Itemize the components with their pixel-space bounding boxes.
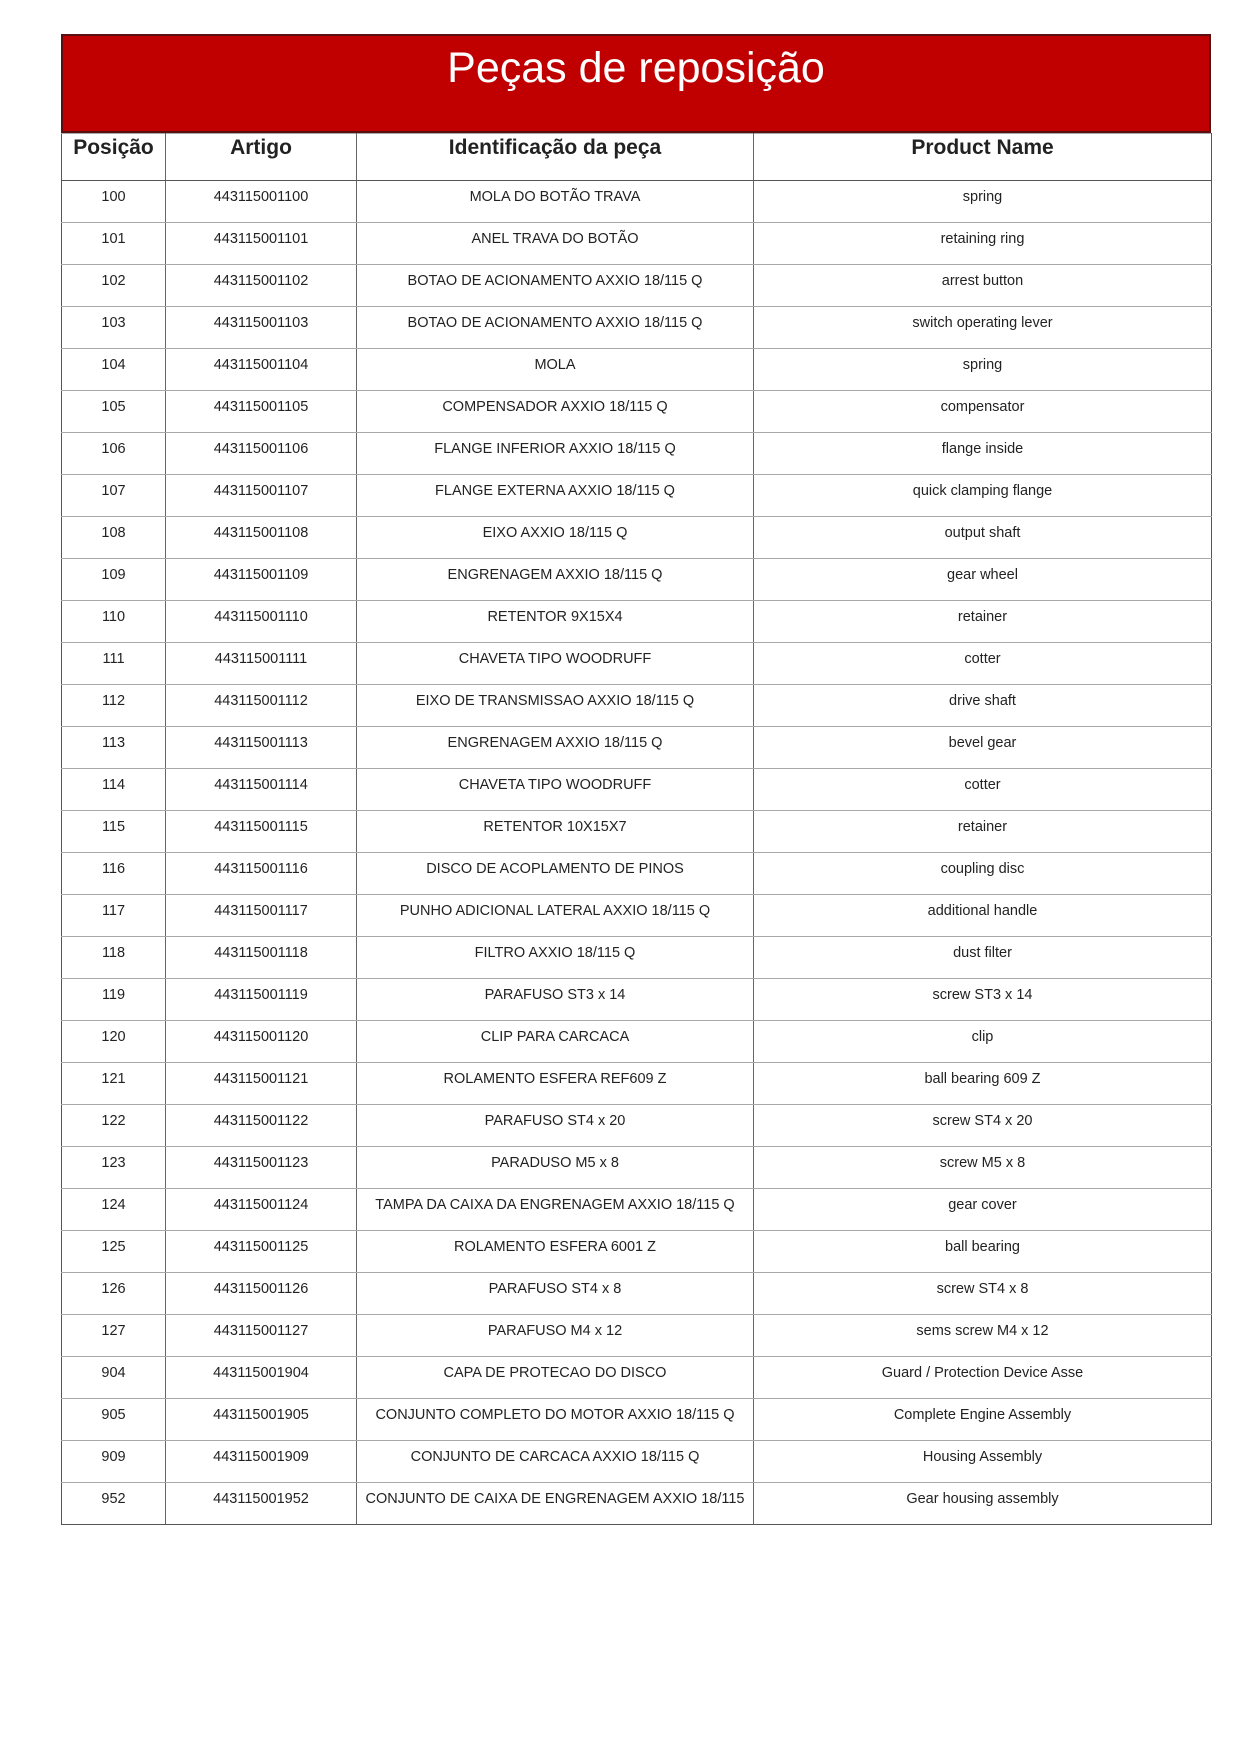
cell-artigo: 443115001118 xyxy=(166,937,357,979)
cell-identificacao: CONJUNTO DE CARCACA AXXIO 18/115 Q xyxy=(357,1441,754,1483)
cell-product-name: gear cover xyxy=(754,1189,1212,1231)
cell-identificacao: CHAVETA TIPO WOODRUFF xyxy=(357,769,754,811)
cell-identificacao: EIXO DE TRANSMISSAO AXXIO 18/115 Q xyxy=(357,685,754,727)
cell-posicao: 103 xyxy=(62,307,166,349)
table-row xyxy=(62,559,1212,601)
table-row xyxy=(62,1189,1212,1231)
cell-posicao: 110 xyxy=(62,601,166,643)
table-row xyxy=(62,475,1212,517)
cell-posicao: 127 xyxy=(62,1315,166,1357)
cell-artigo: 443115001102 xyxy=(166,265,357,307)
column-header-posicao: Posição xyxy=(62,134,166,181)
cell-identificacao: CONJUNTO COMPLETO DO MOTOR AXXIO 18/115 Q xyxy=(357,1399,754,1441)
table-row xyxy=(62,181,1212,223)
table-row xyxy=(62,937,1212,979)
cell-product-name: spring xyxy=(754,181,1212,223)
cell-product-name: dust filter xyxy=(754,937,1212,979)
cell-posicao: 101 xyxy=(62,223,166,265)
table-row xyxy=(62,223,1212,265)
cell-identificacao: EIXO AXXIO 18/115 Q xyxy=(357,517,754,559)
cell-identificacao: ENGRENAGEM AXXIO 18/115 Q xyxy=(357,727,754,769)
cell-identificacao: ROLAMENTO ESFERA REF609 Z xyxy=(357,1063,754,1105)
cell-posicao: 117 xyxy=(62,895,166,937)
table-row xyxy=(62,1147,1212,1189)
cell-identificacao: CONJUNTO DE CAIXA DE ENGRENAGEM AXXIO 18/115 xyxy=(357,1483,754,1525)
table-row xyxy=(62,1063,1212,1105)
cell-product-name: clip xyxy=(754,1021,1212,1063)
cell-posicao: 114 xyxy=(62,769,166,811)
cell-artigo: 443115001115 xyxy=(166,811,357,853)
cell-artigo: 443115001123 xyxy=(166,1147,357,1189)
cell-posicao: 909 xyxy=(62,1441,166,1483)
parts-table-body xyxy=(62,181,1212,1525)
cell-artigo: 443115001904 xyxy=(166,1357,357,1399)
spare-parts-sheet xyxy=(61,34,1211,1525)
cell-product-name: spring xyxy=(754,349,1212,391)
table-row xyxy=(62,853,1212,895)
cell-artigo: 443115001106 xyxy=(166,433,357,475)
cell-identificacao: ANEL TRAVA DO BOTÃO xyxy=(357,223,754,265)
cell-artigo: 443115001107 xyxy=(166,475,357,517)
cell-artigo: 443115001111 xyxy=(166,643,357,685)
cell-identificacao: RETENTOR 9X15X4 xyxy=(357,601,754,643)
cell-product-name: ball bearing xyxy=(754,1231,1212,1273)
table-row xyxy=(62,265,1212,307)
cell-product-name: quick clamping flange xyxy=(754,475,1212,517)
cell-posicao: 119 xyxy=(62,979,166,1021)
cell-product-name: Complete Engine Assembly xyxy=(754,1399,1212,1441)
cell-posicao: 125 xyxy=(62,1231,166,1273)
cell-identificacao: FILTRO AXXIO 18/115 Q xyxy=(357,937,754,979)
cell-identificacao: ENGRENAGEM AXXIO 18/115 Q xyxy=(357,559,754,601)
cell-posicao: 952 xyxy=(62,1483,166,1525)
column-header-identificacao: Identificação da peça xyxy=(357,134,754,181)
cell-artigo: 443115001117 xyxy=(166,895,357,937)
cell-artigo: 443115001110 xyxy=(166,601,357,643)
cell-product-name: screw M5 x 8 xyxy=(754,1147,1212,1189)
cell-product-name: gear wheel xyxy=(754,559,1212,601)
cell-product-name: sems screw M4 x 12 xyxy=(754,1315,1212,1357)
cell-artigo: 443115001100 xyxy=(166,181,357,223)
cell-identificacao: COMPENSADOR AXXIO 18/115 Q xyxy=(357,391,754,433)
table-row xyxy=(62,1399,1212,1441)
cell-product-name: screw ST4 x 8 xyxy=(754,1273,1212,1315)
cell-posicao: 118 xyxy=(62,937,166,979)
table-row xyxy=(62,727,1212,769)
cell-product-name: Gear housing assembly xyxy=(754,1483,1212,1525)
cell-identificacao: MOLA xyxy=(357,349,754,391)
table-row xyxy=(62,1021,1212,1063)
cell-posicao: 107 xyxy=(62,475,166,517)
cell-artigo: 443115001101 xyxy=(166,223,357,265)
column-header-product-name: Product Name xyxy=(754,134,1212,181)
cell-artigo: 443115001905 xyxy=(166,1399,357,1441)
cell-product-name: flange inside xyxy=(754,433,1212,475)
table-row xyxy=(62,433,1212,475)
cell-posicao: 111 xyxy=(62,643,166,685)
cell-product-name: Housing Assembly xyxy=(754,1441,1212,1483)
cell-identificacao: DISCO DE ACOPLAMENTO DE PINOS xyxy=(357,853,754,895)
cell-posicao: 104 xyxy=(62,349,166,391)
cell-artigo: 443115001952 xyxy=(166,1483,357,1525)
cell-product-name: retainer xyxy=(754,601,1212,643)
table-row xyxy=(62,349,1212,391)
cell-artigo: 443115001119 xyxy=(166,979,357,1021)
cell-posicao: 122 xyxy=(62,1105,166,1147)
cell-artigo: 443115001124 xyxy=(166,1189,357,1231)
cell-posicao: 100 xyxy=(62,181,166,223)
parts-table xyxy=(61,133,1212,1525)
cell-product-name: retaining ring xyxy=(754,223,1212,265)
cell-identificacao: CAPA DE PROTECAO DO DISCO xyxy=(357,1357,754,1399)
cell-posicao: 112 xyxy=(62,685,166,727)
cell-artigo: 443115001112 xyxy=(166,685,357,727)
cell-product-name: drive shaft xyxy=(754,685,1212,727)
cell-posicao: 113 xyxy=(62,727,166,769)
cell-identificacao: BOTAO DE ACIONAMENTO AXXIO 18/115 Q xyxy=(357,307,754,349)
cell-identificacao: TAMPA DA CAIXA DA ENGRENAGEM AXXIO 18/115 Q xyxy=(357,1189,754,1231)
cell-posicao: 124 xyxy=(62,1189,166,1231)
cell-posicao: 115 xyxy=(62,811,166,853)
table-row xyxy=(62,643,1212,685)
cell-product-name: Guard / Protection Device Asse xyxy=(754,1357,1212,1399)
cell-identificacao: PARADUSO M5 x 8 xyxy=(357,1147,754,1189)
cell-identificacao: BOTAO DE ACIONAMENTO AXXIO 18/115 Q xyxy=(357,265,754,307)
page-title: Peças de reposição xyxy=(447,44,825,92)
cell-product-name: retainer xyxy=(754,811,1212,853)
cell-posicao: 108 xyxy=(62,517,166,559)
cell-identificacao: PARAFUSO ST4 x 8 xyxy=(357,1273,754,1315)
table-row xyxy=(62,1231,1212,1273)
cell-posicao: 121 xyxy=(62,1063,166,1105)
table-row xyxy=(62,517,1212,559)
cell-artigo: 443115001127 xyxy=(166,1315,357,1357)
cell-product-name: arrest button xyxy=(754,265,1212,307)
cell-product-name: output shaft xyxy=(754,517,1212,559)
cell-posicao: 905 xyxy=(62,1399,166,1441)
cell-artigo: 443115001103 xyxy=(166,307,357,349)
table-row xyxy=(62,307,1212,349)
cell-product-name: cotter xyxy=(754,769,1212,811)
table-row xyxy=(62,1441,1212,1483)
table-row xyxy=(62,601,1212,643)
cell-artigo: 443115001125 xyxy=(166,1231,357,1273)
cell-artigo: 443115001120 xyxy=(166,1021,357,1063)
cell-artigo: 443115001122 xyxy=(166,1105,357,1147)
cell-posicao: 106 xyxy=(62,433,166,475)
cell-identificacao: PARAFUSO ST4 x 20 xyxy=(357,1105,754,1147)
cell-artigo: 443115001104 xyxy=(166,349,357,391)
cell-artigo: 443115001109 xyxy=(166,559,357,601)
cell-artigo: 443115001113 xyxy=(166,727,357,769)
table-row xyxy=(62,811,1212,853)
cell-identificacao: FLANGE EXTERNA AXXIO 18/115 Q xyxy=(357,475,754,517)
cell-product-name: compensator xyxy=(754,391,1212,433)
table-row xyxy=(62,769,1212,811)
cell-product-name: screw ST4 x 20 xyxy=(754,1105,1212,1147)
cell-posicao: 105 xyxy=(62,391,166,433)
table-row xyxy=(62,979,1212,1021)
cell-artigo: 443115001114 xyxy=(166,769,357,811)
cell-posicao: 102 xyxy=(62,265,166,307)
table-row xyxy=(62,685,1212,727)
table-row xyxy=(62,1273,1212,1315)
table-header-row xyxy=(62,134,1212,181)
cell-identificacao: RETENTOR 10X15X7 xyxy=(357,811,754,853)
table-row xyxy=(62,1357,1212,1399)
cell-artigo: 443115001116 xyxy=(166,853,357,895)
cell-posicao: 116 xyxy=(62,853,166,895)
cell-product-name: screw ST3 x 14 xyxy=(754,979,1212,1021)
cell-posicao: 120 xyxy=(62,1021,166,1063)
cell-identificacao: MOLA DO BOTÃO TRAVA xyxy=(357,181,754,223)
cell-identificacao: ROLAMENTO ESFERA 6001 Z xyxy=(357,1231,754,1273)
cell-artigo: 443115001126 xyxy=(166,1273,357,1315)
column-header-artigo: Artigo xyxy=(166,134,357,181)
cell-product-name: coupling disc xyxy=(754,853,1212,895)
cell-product-name: additional handle xyxy=(754,895,1212,937)
cell-product-name: ball bearing 609 Z xyxy=(754,1063,1212,1105)
cell-identificacao: CLIP PARA CARCACA xyxy=(357,1021,754,1063)
cell-posicao: 126 xyxy=(62,1273,166,1315)
cell-identificacao: PARAFUSO ST3 x 14 xyxy=(357,979,754,1021)
cell-artigo: 443115001121 xyxy=(166,1063,357,1105)
cell-posicao: 904 xyxy=(62,1357,166,1399)
cell-artigo: 443115001909 xyxy=(166,1441,357,1483)
cell-identificacao: PUNHO ADICIONAL LATERAL AXXIO 18/115 Q xyxy=(357,895,754,937)
cell-identificacao: CHAVETA TIPO WOODRUFF xyxy=(357,643,754,685)
cell-identificacao: FLANGE INFERIOR AXXIO 18/115 Q xyxy=(357,433,754,475)
cell-product-name: cotter xyxy=(754,643,1212,685)
table-row xyxy=(62,1483,1212,1525)
table-row xyxy=(62,1105,1212,1147)
table-row xyxy=(62,1315,1212,1357)
cell-artigo: 443115001108 xyxy=(166,517,357,559)
table-row xyxy=(62,895,1212,937)
cell-identificacao: PARAFUSO M4 x 12 xyxy=(357,1315,754,1357)
table-row xyxy=(62,391,1212,433)
cell-posicao: 123 xyxy=(62,1147,166,1189)
cell-product-name: switch operating lever xyxy=(754,307,1212,349)
cell-product-name: bevel gear xyxy=(754,727,1212,769)
cell-posicao: 109 xyxy=(62,559,166,601)
title-bar xyxy=(61,34,1211,133)
cell-artigo: 443115001105 xyxy=(166,391,357,433)
